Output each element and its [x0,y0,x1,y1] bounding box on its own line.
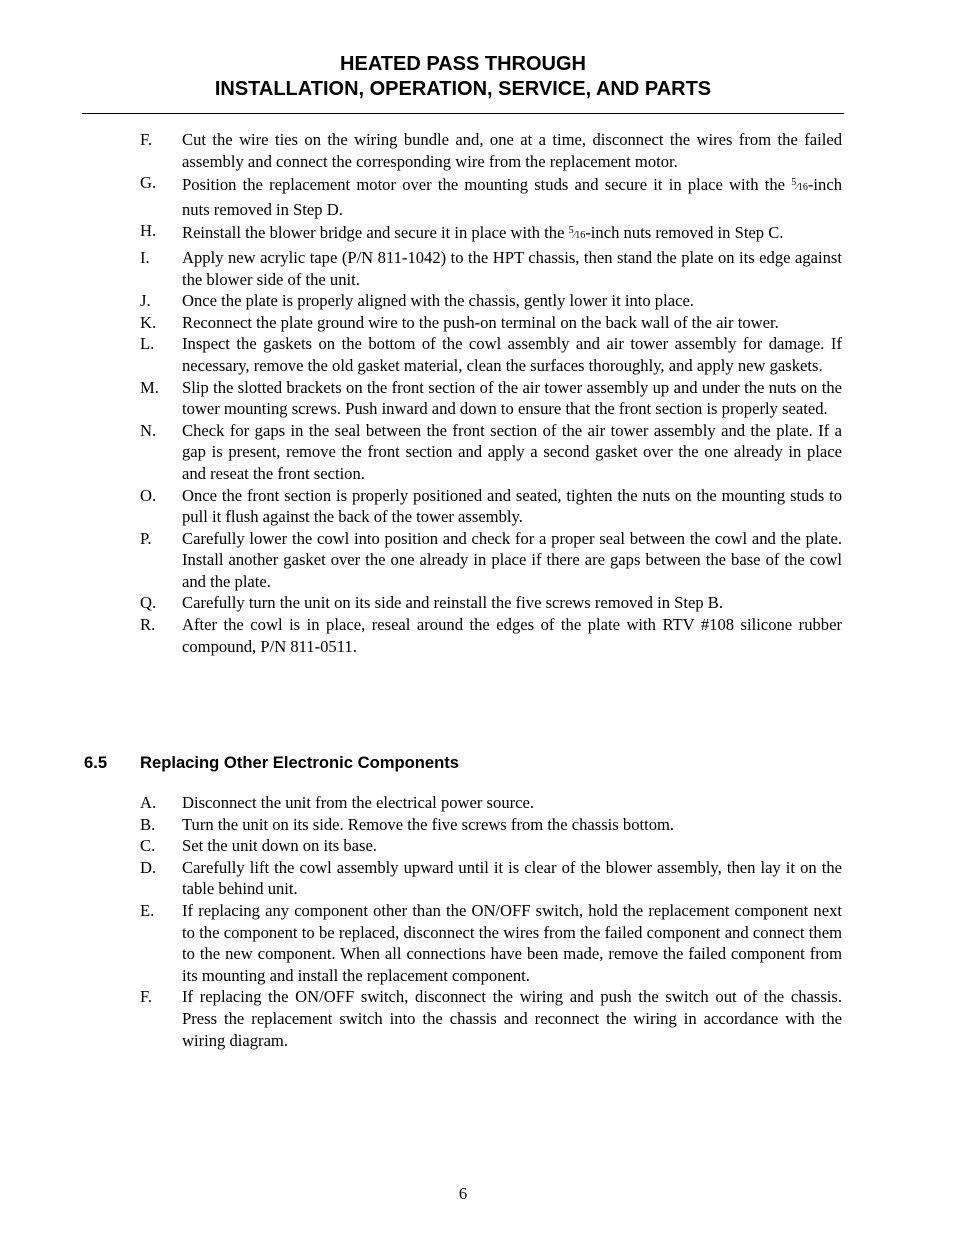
list-item [140,129,842,172]
step-text: Carefully lower the cowl into position and check for a proper seal between the cowl and the plate. Install another gasket over the one already in place if there are gaps between the base of the cowl and the plate. [182,528,842,591]
section-number: 6.5 [84,753,108,772]
step-letter: C. [140,836,156,856]
step-text: Reinstall the blower bridge and secure it in place with the [182,223,569,243]
list-item [140,312,842,334]
fraction-numerator: 5 [791,177,797,189]
step-letter: M. [140,377,159,397]
step-text: Inspect the gaskets on the bottom of the cowl assembly and air tower assembly for damage. If necessary, remove the old gasket material, clean the surfaces thoroughly, and apply new gaskets. [182,334,842,375]
step-letter: O. [140,485,157,505]
list-item [140,220,842,247]
step-letter: D. [140,857,157,877]
step-text: After the cowl is in place, reseal around the edges of the plate with RTV #108 silicone rubber compound, P/N 811-0511. [182,615,842,656]
fraction-denominator: 16 [575,230,586,242]
fraction: 5⁄16 [568,225,586,242]
fraction-denominator: 16 [797,182,808,194]
list-item [140,420,842,485]
list-item [140,792,842,814]
header-title-line2: INSTALLATION, OPERATION, SERVICE, AND PARTS [214,78,712,100]
list-item [140,290,842,312]
list-item [140,592,842,614]
step-letter: F. [140,987,153,1007]
page-number: 6 [458,1184,468,1203]
list-item [140,247,842,290]
step-text: Once the front section is properly positioned and seated, tighten the nuts on the mounting studs to pull it flush against the back of the tower assembly. [182,485,842,527]
step-text-cont: -inch nuts removed in Step C. [585,223,784,243]
step-text: If replacing any component other than the ON/OFF switch, hold the replacement component next to the component to be replaced, disconnect the wires from the failed component and connect them to the new component. When all connections have been made, remove the failed component from its mounting and install the replacement component. [182,900,842,985]
step-text: Carefully turn the unit on its side and reinstall the five screws removed in Step B. [182,593,724,613]
list-item [140,986,842,1051]
step-letter: H. [140,221,157,241]
list-item [140,614,842,657]
step-letter: E. [140,900,155,920]
step-text: Check for gaps in the seal between the front section of the air tower assembly and the plate. If a gap is present, remove the front section and apply a second gasket over the one already in place and reseat the front section. [182,420,842,483]
step-text: Cut the wire ties on the wiring bundle and, one at a time, disconnect the wires from the failed assembly and connect the corresponding wire from the replacement motor. [182,130,842,171]
list-item [140,377,842,420]
step-letter: J. [140,291,151,311]
step-letter: R. [140,615,156,635]
step-text: Once the plate is properly aligned with the chassis, gently lower it into place. [182,291,694,311]
list-item [140,857,842,900]
document-header [0,52,926,102]
step-letter: I. [140,247,150,267]
step-letter: K. [140,312,157,332]
section-heading [84,752,459,774]
step-letter: L. [140,334,155,354]
header-divider [82,113,844,114]
list-item [140,900,842,986]
header-title-line1: HEATED PASS THROUGH [340,53,586,75]
list-item [140,485,842,528]
step-letter: B. [140,814,156,834]
step-text: Disconnect the unit from the electrical power source. [182,793,535,812]
step-text: Position the replacement motor over the mounting studs and secure it in place with the [182,175,792,195]
step-text: If replacing the ON/OFF switch, disconnect the wiring and push the switch out of the chassis. Press the replacement switch into the chassis and reconnect the wiring in accordance with the wiring diagram. [182,987,842,1050]
list-item [140,333,842,376]
step-text: Reconnect the plate ground wire to the push-on terminal on the back wall of the air tower. [182,312,779,332]
list-item [140,172,842,220]
section-title: Replacing Other Electronic Components [140,753,460,772]
step-text: Apply new acrylic tape (P/N 811-1042) to the HPT chassis, then stand the plate on its edge against the blower side of the unit. [182,247,842,289]
step-letter: P. [140,528,152,548]
fraction: 5⁄16 [791,177,808,194]
step-text: Carefully lift the cowl assembly upward until it is clear of the blower assembly, then lay it on the table behind unit. [182,857,842,899]
fraction-numerator: 5 [568,225,574,237]
step-text-cont: -inch nuts removed in Step D. [182,175,842,219]
list-item [140,528,842,593]
section-steps-list [140,792,842,1051]
step-text: Set the unit down on its base. [182,836,377,856]
step-letter: N. [140,420,157,440]
list-item [140,835,842,857]
continued-steps-list [140,129,842,657]
step-letter: G. [140,173,157,193]
step-letter: F. [140,130,153,149]
list-item [140,814,842,836]
step-text: Turn the unit on its side. Remove the five screws from the chassis bottom. [182,814,675,834]
step-letter: Q. [140,593,157,613]
step-letter: A. [140,793,157,812]
step-text: Slip the slotted brackets on the front section of the air tower assembly up and under the nuts on the tower mounting screws. Push inward and down to ensure that the front section is properly seated. [182,377,842,419]
